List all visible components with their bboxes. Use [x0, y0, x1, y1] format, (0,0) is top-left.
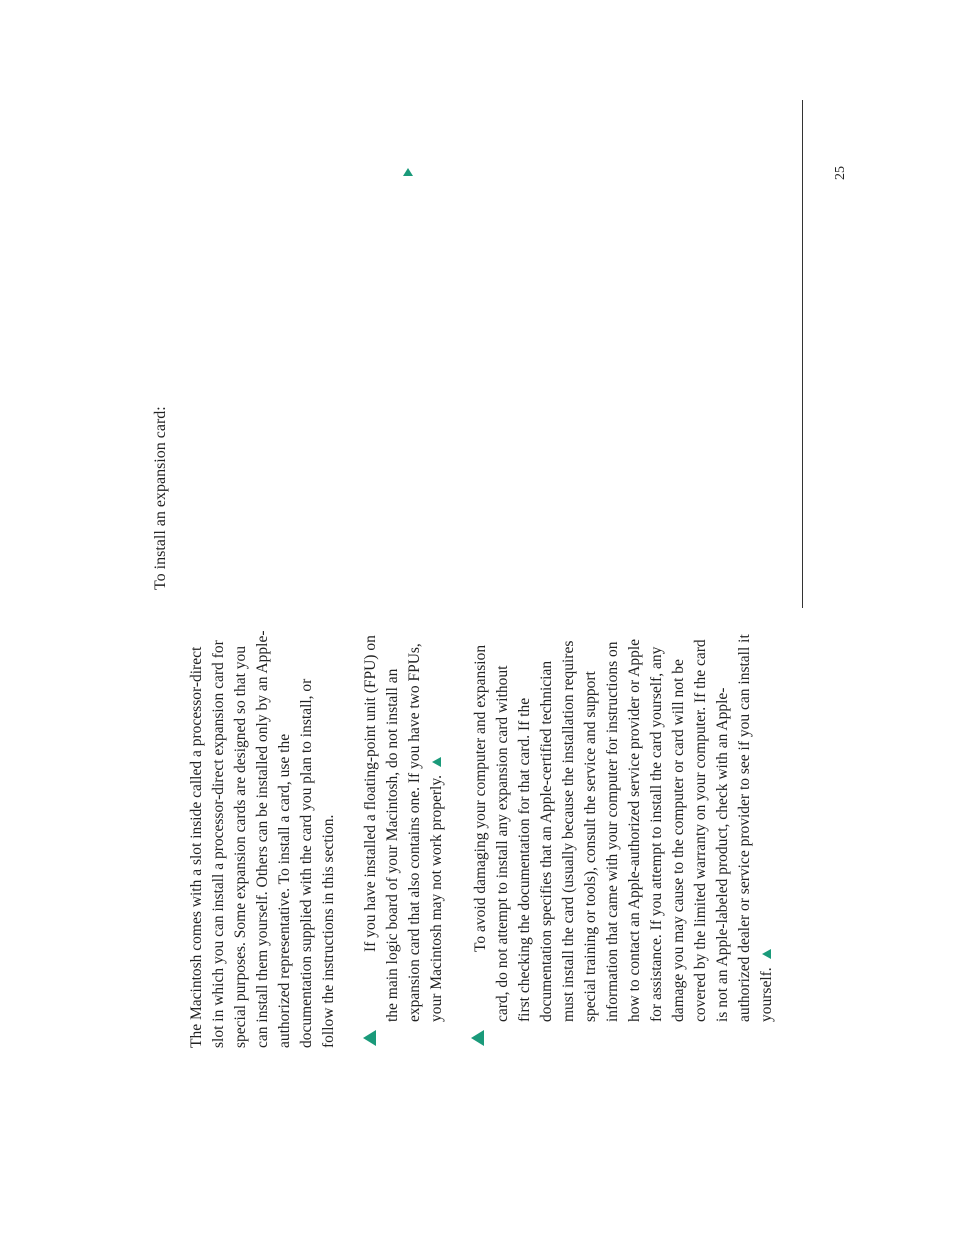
text-line: damage you may cause to the computer or card will not be	[670, 659, 687, 1022]
text-line: the main logic board of your Macintosh, do not install an	[384, 668, 401, 1022]
text-line-content: yourself.	[758, 967, 775, 1022]
text-line: for assistance. If you attempt to install the card yourself, any	[648, 646, 665, 1022]
text-line-content: your Macintosh may not work properly.	[428, 775, 445, 1022]
text-line: The Macintosh comes with a slot inside called a processor-direct	[188, 646, 205, 1048]
install-warning	[470, 622, 778, 1022]
end-triangle-icon	[762, 949, 771, 959]
text-line: authorized representative. To install a card, use the	[276, 733, 293, 1048]
text-line: follow the instructions in this section.	[320, 814, 337, 1048]
text-line: information that came with your computer for instructions on	[604, 641, 621, 1022]
text-line: documentation supplied with the card you plan to install, or	[298, 678, 315, 1048]
page-number: 25	[833, 166, 848, 180]
text-line: documentation specifies that an Apple-certified technician	[538, 660, 555, 1022]
text-line: expansion card that also contains one. If you have two FPUs,	[406, 643, 423, 1022]
text-line: special training or tools), consult the service and support	[582, 671, 599, 1022]
text-line: authorized dealer or service provider to see if you can install it	[736, 634, 753, 1022]
text-line	[426, 622, 448, 1022]
text-line: special purposes. Some expansion cards are designed so that you	[232, 645, 249, 1048]
text-line: how to contact an Apple-authorized service provider or Apple	[626, 638, 643, 1022]
text-line: slot in which you can install a processor-direct expansion card for	[210, 640, 227, 1048]
fpu-note	[360, 622, 448, 1022]
text-line: is not an Apple-labeled product, check with an Apple-	[714, 687, 731, 1022]
text-line	[756, 622, 778, 1022]
text-line: card, do not attempt to install any expansion card without	[494, 665, 511, 1022]
warning-triangle-icon	[471, 1030, 484, 1046]
text-line: To avoid damaging your computer and expansion	[472, 644, 489, 952]
text-line: must install the card (usually because the installation requires	[560, 640, 577, 1022]
text-line: covered by the limited warranty on your computer. If the card	[692, 639, 709, 1022]
triangle-icon	[403, 168, 413, 176]
section-rule	[802, 100, 803, 608]
note-triangle-icon	[363, 1030, 376, 1046]
end-triangle-icon	[432, 757, 441, 767]
intro-paragraph	[186, 628, 340, 1048]
procedure-heading: To install an expansion card:	[152, 406, 169, 590]
text-line: first checking the documentation for that card. If the	[516, 697, 533, 1022]
text-line: can install them yourself. Others can be installed only by an Apple-	[254, 630, 271, 1048]
text-line: If you have installed a floating-point unit (FPU) on	[362, 635, 379, 952]
